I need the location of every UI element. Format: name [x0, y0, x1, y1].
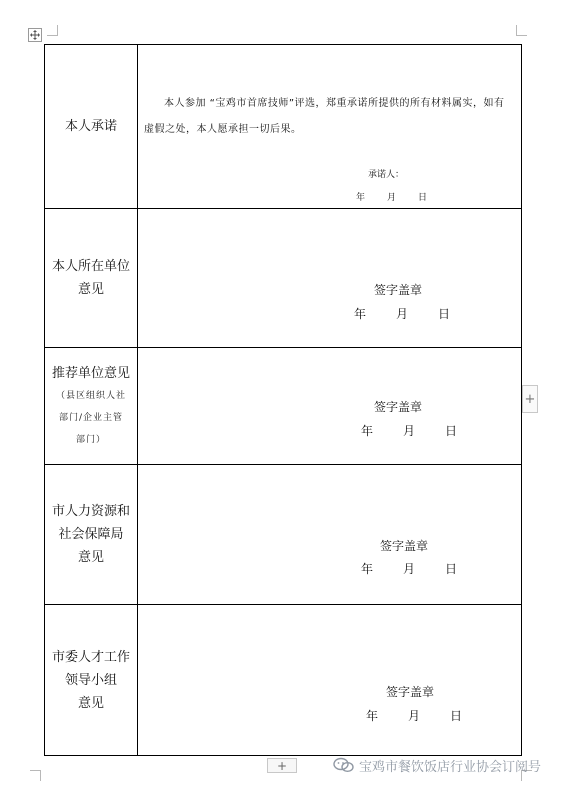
cell-talent-group[interactable] — [138, 605, 521, 755]
date-month: 月 — [408, 709, 421, 723]
date-month: 月 — [403, 424, 416, 438]
row-label-text: 意见 — [77, 550, 104, 565]
date-line — [354, 305, 450, 322]
date-month: 月 — [403, 562, 416, 576]
date-day: 日 — [438, 307, 451, 321]
cell-recommending-unit[interactable] — [138, 348, 521, 464]
row-sublabel-text: （县区组织人社 — [55, 390, 126, 401]
cell-hr-bureau[interactable] — [138, 465, 521, 604]
row-sublabel-text: 部门/企业主管 — [58, 412, 124, 423]
stamp-label: 签字盖章 — [386, 685, 435, 699]
date-day: 日 — [445, 562, 458, 576]
row-label-text: 推荐单位意见 — [51, 365, 130, 381]
date-year: 年 — [356, 193, 366, 203]
date-day: 日 — [418, 193, 428, 203]
date-month: 月 — [396, 307, 409, 321]
row-label-text: 领导小组 — [64, 672, 117, 688]
wechat-icon — [333, 757, 355, 773]
add-row-button[interactable] — [522, 385, 538, 413]
date-day: 日 — [450, 709, 463, 723]
plus-icon: + — [276, 758, 288, 773]
watermark-text: 宝鸡市餐饮饭店行业协会订阅号 — [359, 759, 542, 775]
date-year: 年 — [354, 307, 367, 321]
row-label-text: 本人承诺 — [64, 119, 117, 134]
date-day: 日 — [445, 424, 458, 438]
row-label-talent-group[interactable] — [45, 605, 137, 755]
table-move-handle-icon[interactable] — [28, 28, 42, 42]
date-year: 年 — [366, 709, 379, 723]
date-month: 月 — [387, 193, 397, 203]
row-label-text: 本人所在单位 — [51, 259, 130, 274]
date-line — [361, 560, 457, 577]
page-margin-corner-bottom-left — [30, 770, 41, 781]
date-year: 年 — [361, 562, 374, 576]
stamp-label: 签字盖章 — [374, 400, 423, 414]
stamp-label: 签字盖章 — [380, 539, 429, 553]
row-label-text: 意见 — [77, 695, 104, 711]
row-label-text: 市人力资源和 — [51, 504, 130, 519]
date-line — [366, 707, 462, 724]
row-label-hr-bureau[interactable] — [45, 465, 137, 604]
signer-label: 承诺人： — [368, 170, 405, 180]
pledge-date-line — [356, 190, 427, 203]
cell-unit-opinion[interactable] — [138, 209, 521, 347]
row-label-text: 意见 — [77, 282, 104, 297]
row-label-unit-opinion[interactable] — [45, 209, 137, 347]
plus-icon: + — [524, 391, 536, 407]
watermark — [333, 754, 541, 776]
stamp-label: 签字盖章 — [374, 283, 423, 297]
approval-form-table — [44, 44, 522, 756]
pledge-text: 本人参加 “宝鸡市首席技师”评选，郑重承诺所提供的所有材料属实，如有虚假之处，本人愿承担一切后果。 — [144, 98, 505, 135]
date-year: 年 — [361, 424, 374, 438]
date-line — [361, 422, 457, 439]
page-margin-corner-top-right — [516, 25, 527, 36]
add-column-button[interactable] — [267, 758, 297, 773]
row-label-text: 市委人才工作 — [51, 649, 130, 665]
page-margin-corner-top-left — [47, 25, 58, 36]
row-label-recommending-unit[interactable] — [45, 348, 137, 464]
cell-pledge[interactable] — [138, 45, 521, 208]
row-label-pledge[interactable] — [45, 45, 137, 208]
row-label-text: 社会保障局 — [58, 527, 124, 542]
row-sublabel-text: 部门） — [75, 434, 106, 445]
